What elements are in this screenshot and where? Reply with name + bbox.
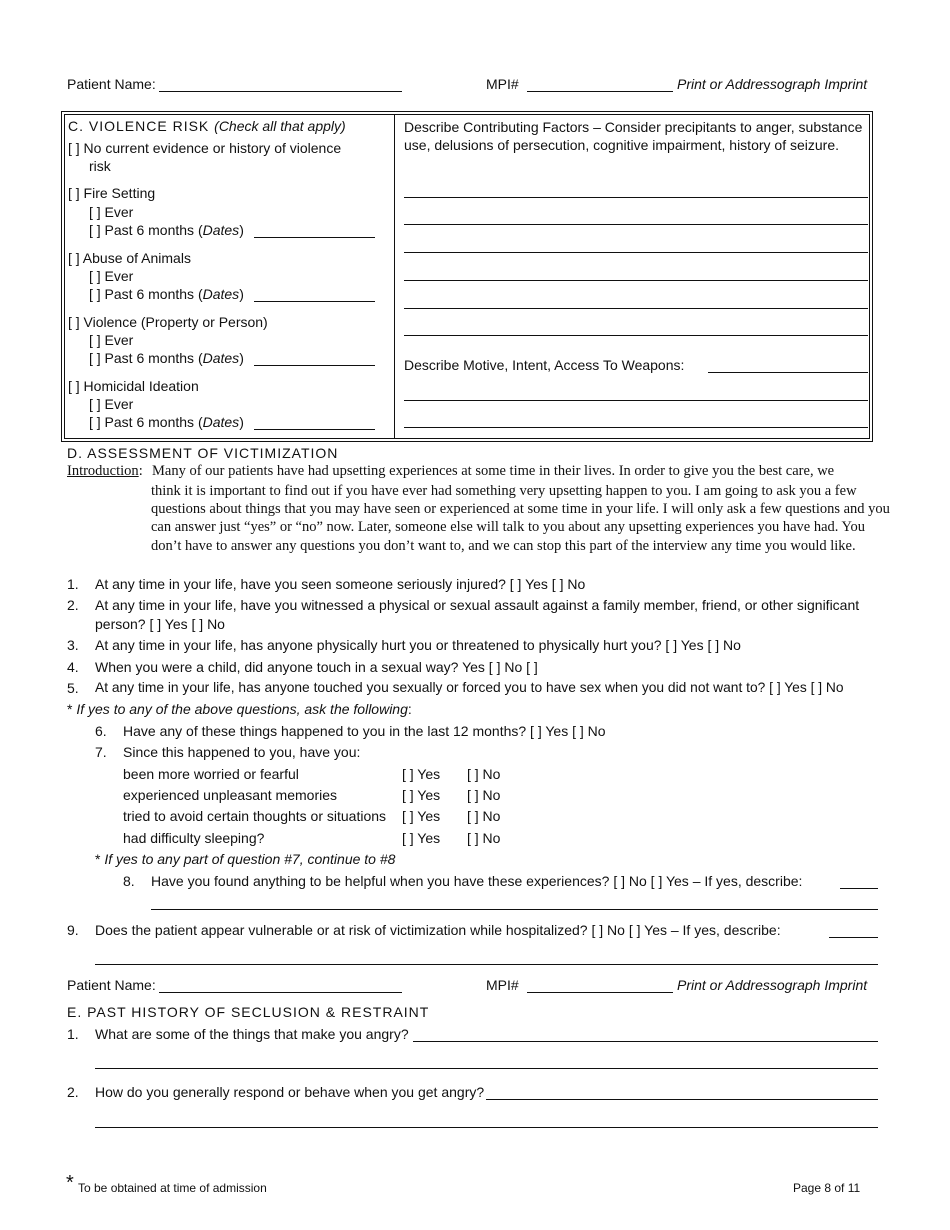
section-c-divider xyxy=(394,114,395,438)
patient-name-field[interactable] xyxy=(159,91,402,92)
fire-setting-dates-field[interactable] xyxy=(254,237,375,238)
e-q2-respond-angry: How do you generally respond or behave when you get angry? xyxy=(95,1084,485,1100)
q7-item-no[interactable]: [ ] No xyxy=(467,787,501,803)
q5-number: 5. xyxy=(67,680,79,696)
q1-seen-injured[interactable]: At any time in your life, have you seen someone seriously injured? [ ] Yes [ ] No xyxy=(95,576,586,592)
motive-line-3[interactable] xyxy=(404,427,868,428)
page-number: Page 8 of 11 xyxy=(793,1181,861,1195)
q7-continue-note: * If yes to any part of question #7, continue to #8 xyxy=(95,851,396,867)
patient-name-label: Patient Name: xyxy=(67,76,156,92)
mpi-field[interactable] xyxy=(527,91,673,92)
motive-label: Describe Motive, Intent, Access To Weapons: xyxy=(404,357,685,373)
q8-number: 8. xyxy=(123,873,135,889)
abuse-animals-dates-field[interactable] xyxy=(254,301,375,302)
footer-note: To be obtained at time of admission xyxy=(78,1181,267,1195)
q7-number: 7. xyxy=(95,744,107,760)
q7-item-text: been more worried or fearful xyxy=(123,766,299,782)
introduction-first-line: Many of our patients have had upsetting experiences at some time in their lives. In order to give you the best care, we xyxy=(152,463,835,479)
e-q2-number: 2. xyxy=(67,1084,79,1100)
q9-vulnerable[interactable]: Does the patient appear vulnerable or at risk of victimization while hospitalized? [ ] No [ ] Yes – If yes, describe: xyxy=(95,922,781,938)
section-d-title: D. ASSESSMENT OF VICTIMIZATION xyxy=(67,445,339,461)
q4-number: 4. xyxy=(67,659,79,675)
e-q1-number: 1. xyxy=(67,1026,79,1042)
no-current-evidence-cont: risk xyxy=(89,158,111,174)
patient-name-field[interactable] xyxy=(159,992,402,993)
section-c-title: C. VIOLENCE RISK (Check all that apply) xyxy=(68,118,346,134)
if-yes-note: * If yes to any of the above questions, ask the following: xyxy=(67,701,412,717)
q9-describe-line-2[interactable] xyxy=(95,964,878,965)
q7-item-yes[interactable]: [ ] Yes xyxy=(402,766,441,782)
contributing-line-4[interactable] xyxy=(404,280,868,281)
q7-item-text: tried to avoid certain thoughts or situations xyxy=(123,808,387,824)
q7-item-yes[interactable]: [ ] Yes xyxy=(402,808,441,824)
q2-witnessed-assault-options[interactable]: person? [ ] Yes [ ] No xyxy=(95,616,225,632)
q9-describe-field[interactable] xyxy=(829,937,878,938)
q2-number: 2. xyxy=(67,597,79,613)
abuse-animals-past-checkbox[interactable]: [ ] Past 6 months (Dates) xyxy=(89,286,244,302)
q7-item-yes[interactable]: [ ] Yes xyxy=(402,830,441,846)
q3-number: 3. xyxy=(67,637,79,653)
contributing-line-2[interactable] xyxy=(404,224,868,225)
e-q1-angry-things: What are some of the things that make you angry? xyxy=(95,1026,409,1042)
violence-ever-checkbox[interactable]: [ ] Ever xyxy=(89,332,134,348)
q7-since-this-happened: Since this happened to you, have you: xyxy=(123,744,361,760)
contributing-line-5[interactable] xyxy=(404,308,868,309)
q7-item-no[interactable]: [ ] No xyxy=(467,808,501,824)
q8-helpful[interactable]: Have you found anything to be helpful when you have these experiences? [ ] No [ ] Yes – If yes, describe: xyxy=(151,873,803,889)
mpi-label: MPI# xyxy=(486,977,519,993)
section-e-title: E. PAST HISTORY OF SECLUSION & RESTRAINT xyxy=(67,1004,430,1020)
abuse-animals-ever-checkbox[interactable]: [ ] Ever xyxy=(89,268,134,284)
q7-item-text: experienced unpleasant memories xyxy=(123,787,338,803)
fire-setting-checkbox[interactable]: [ ] Fire Setting xyxy=(68,185,156,201)
q5-touched-sexually[interactable]: At any time in your life, has anyone touched you sexually or forced you to have sex when you did not want to? [ ] Yes [ ] No xyxy=(95,680,844,695)
q6-number: 6. xyxy=(95,723,107,739)
q8-describe-field[interactable] xyxy=(840,888,878,889)
motive-field[interactable] xyxy=(708,372,868,373)
q6-last-12-months[interactable]: Have any of these things happened to you in the last 12 months? [ ] Yes [ ] No xyxy=(123,723,606,739)
imprint-label: Print or Addressograph Imprint xyxy=(677,977,868,993)
contributing-line-3[interactable] xyxy=(404,252,868,253)
q8-describe-line-2[interactable] xyxy=(151,909,878,910)
no-current-evidence-checkbox[interactable]: [ ] No current evidence or history of violence xyxy=(68,140,342,156)
e-q2-answer-line-1[interactable] xyxy=(486,1099,878,1100)
q3-physically-hurt[interactable]: At any time in your life, has anyone physically hurt you or threatened to physically hurt you? [ ] Yes [ ] No xyxy=(95,637,741,653)
q2-witnessed-assault: At any time in your life, have you witnessed a physical or sexual assault against a family member, friend, or other significant xyxy=(95,597,860,613)
homicidal-dates-field[interactable] xyxy=(254,429,375,430)
introduction-label: Introduction: xyxy=(67,463,143,479)
violence-dates-field[interactable] xyxy=(254,365,375,366)
q7-item-text: had difficulty sleeping? xyxy=(123,830,265,846)
mpi-label: MPI# xyxy=(486,76,519,92)
patient-name-label: Patient Name: xyxy=(67,977,156,993)
contributing-factors-label: Describe Contributing Factors – Consider precipitants to anger, substance use, delusions of persecution, cognitive impairment, history of seizure. xyxy=(404,119,863,153)
e-q1-answer-line-1[interactable] xyxy=(413,1041,878,1042)
homicidal-past-checkbox[interactable]: [ ] Past 6 months (Dates) xyxy=(89,414,244,430)
q7-item-no[interactable]: [ ] No xyxy=(467,766,501,782)
contributing-line-6[interactable] xyxy=(404,335,868,336)
q7-item-yes[interactable]: [ ] Yes xyxy=(402,787,441,803)
motive-line-2[interactable] xyxy=(404,400,868,401)
q7-item-no[interactable]: [ ] No xyxy=(467,830,501,846)
introduction-text: think it is important to find out if you have ever had something very upsetting happen to you. I am going to ask you a few questions about things that you may have seen or experienced at some time in your life. I will only ask a few questions and you can answer just “yes” or “no” now. Later, someone else will talk to you about any upsetting experiences you have had. You don’t have to answer any questions you don’t want to, and we can stop this part of the interview any time you would like. xyxy=(151,483,890,554)
footer-asterisk: * xyxy=(66,1172,74,1194)
violence-checkbox[interactable]: [ ] Violence (Property or Person) xyxy=(68,314,268,330)
contributing-line-1[interactable] xyxy=(404,197,868,198)
e-q2-answer-line-2[interactable] xyxy=(95,1127,878,1128)
homicidal-ever-checkbox[interactable]: [ ] Ever xyxy=(89,396,134,412)
fire-setting-past-checkbox[interactable]: [ ] Past 6 months (Dates) xyxy=(89,222,244,238)
q9-number: 9. xyxy=(67,922,79,938)
imprint-label: Print or Addressograph Imprint xyxy=(677,76,868,92)
fire-setting-ever-checkbox[interactable]: [ ] Ever xyxy=(89,204,134,220)
abuse-animals-checkbox[interactable]: [ ] Abuse of Animals xyxy=(68,250,191,266)
q4-child-touch[interactable]: When you were a child, did anyone touch in a sexual way? Yes [ ] No [ ] xyxy=(95,659,538,675)
e-q1-answer-line-2[interactable] xyxy=(95,1068,878,1069)
violence-past-checkbox[interactable]: [ ] Past 6 months (Dates) xyxy=(89,350,244,366)
q1-number: 1. xyxy=(67,576,79,592)
homicidal-ideation-checkbox[interactable]: [ ] Homicidal Ideation xyxy=(68,378,199,394)
mpi-field[interactable] xyxy=(527,992,673,993)
